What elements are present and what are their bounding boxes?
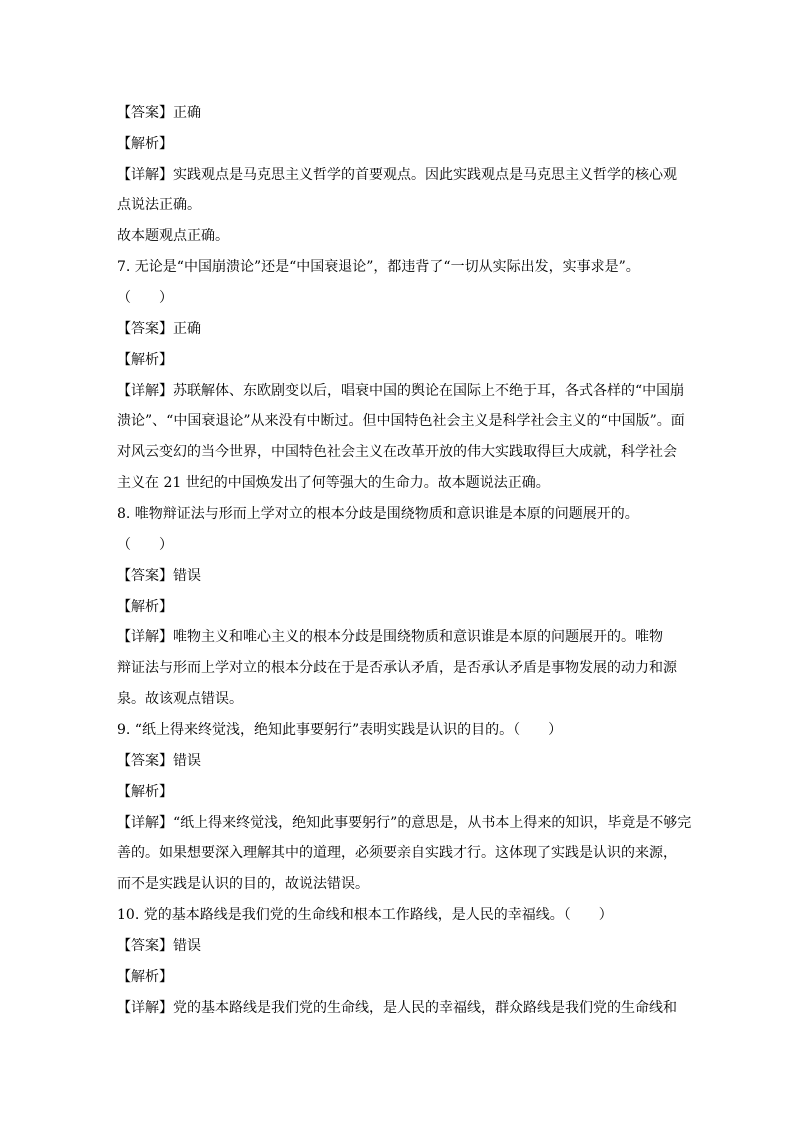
detail-tag: 【详解】	[117, 383, 173, 399]
body-text-line: 善的。如果想要深入理解其中的道理，必须要亲自实践才行。这体现了实践是认识的来源，	[117, 845, 677, 861]
answer-tag: 【答案】	[117, 568, 173, 584]
detail-text: 党的基本路线是我们党的生命线，是人民的幸福线，群众路线是我们党的生命线和	[173, 1000, 677, 1016]
body-text-line: 故本题观点正确。	[117, 228, 229, 244]
detail-tag: 【详解】	[117, 629, 173, 645]
analysis-tag: 【解析】	[117, 352, 173, 368]
analysis-tag: 【解析】	[117, 969, 173, 985]
analysis-tag: 【解析】	[117, 136, 173, 152]
body-text-line: 溃论”、“中国衰退论”从来没有中断过。但中国特色社会主义是科学社会主义的“中国版”。面	[117, 413, 685, 429]
analysis-line	[117, 597, 677, 617]
answer-line	[117, 936, 677, 956]
detail-tag: 【详解】	[117, 815, 173, 831]
analysis-line	[117, 350, 677, 370]
body-text-line: 主义在 21 世纪的中国焕发出了何等强大的生命力。故本题说法正确。	[117, 475, 550, 491]
analysis-line	[117, 782, 677, 802]
analysis-line	[117, 134, 677, 154]
detail-line	[117, 165, 677, 185]
answer-tag: 【答案】	[117, 105, 173, 121]
body-text-line: 泉。故该观点错误。	[117, 691, 243, 707]
body-text-line: 辩证法与形而上学对立的根本分歧在于是否承认矛盾，是否承认矛盾是事物发展的动力和源	[117, 660, 677, 676]
detail-text: 唯物主义和唯心主义的根本分歧是围绕物质和意识谁是本原的问题展开的。唯物	[173, 629, 663, 645]
analysis-tag: 【解析】	[117, 784, 173, 800]
answer-text: 错误	[173, 753, 201, 769]
answer-line	[117, 751, 677, 771]
detail-tag: 【详解】	[117, 1000, 173, 1016]
answer-tag: 【答案】	[117, 938, 173, 954]
answer-text: 正确	[173, 321, 201, 337]
detail-line	[117, 627, 677, 647]
detail-line	[117, 998, 677, 1018]
detail-line	[117, 813, 692, 833]
detail-tag: 【详解】	[117, 167, 173, 183]
answer-text: 错误	[173, 938, 201, 954]
analysis-tag: 【解析】	[117, 599, 173, 615]
detail-line	[117, 381, 685, 401]
detail-text: “纸上得来终觉浅，绝知此事要躬行”的意思是，从书本上得来的知识，毕竟是不够完	[173, 815, 692, 831]
detail-text: 苏联解体、东欧剧变以后，唱衰中国的舆论在国际上不绝于耳，各式各样的“中国崩	[173, 383, 685, 399]
body-text-line: 7. 无论是“中国崩溃论”还是“中国衰退论”，都违背了“一切从实际出发，实事求是”。	[117, 259, 640, 275]
body-text-line: 对风云变幻的当今世界，中国特色社会主义在改革开放的伟大实践取得巨大成就，科学社会	[117, 444, 677, 460]
detail-text: 实践观点是马克思主义哲学的首要观点。因此实践观点是马克思主义哲学的核心观	[173, 167, 677, 183]
answer-text: 正确	[173, 105, 201, 121]
body-text-line: 8. 唯物辩证法与形而上学对立的根本分歧是围绕物质和意识谁是本原的问题展开的。	[117, 506, 639, 522]
answer-line	[117, 103, 677, 123]
body-text-line: 点说法正确。	[117, 197, 201, 213]
answer-tag: 【答案】	[117, 753, 173, 769]
analysis-line	[117, 967, 677, 987]
answer-tag: 【答案】	[117, 321, 173, 337]
body-text-line: 10. 党的基本路线是我们党的生命线和根本工作路线，是人民的幸福线。（ ）	[117, 907, 613, 923]
answer-text: 错误	[173, 568, 201, 584]
body-text-line: 9. “纸上得来终觉浅，绝知此事要躬行”表明实践是认识的目的。（ ）	[117, 722, 563, 738]
body-text-line: （ ）	[117, 537, 173, 553]
body-text-line: （ ）	[117, 290, 173, 306]
answer-line	[117, 566, 677, 586]
body-text-line: 而不是实践是认识的目的，故说法错误。	[117, 876, 369, 892]
answer-line	[117, 319, 677, 339]
